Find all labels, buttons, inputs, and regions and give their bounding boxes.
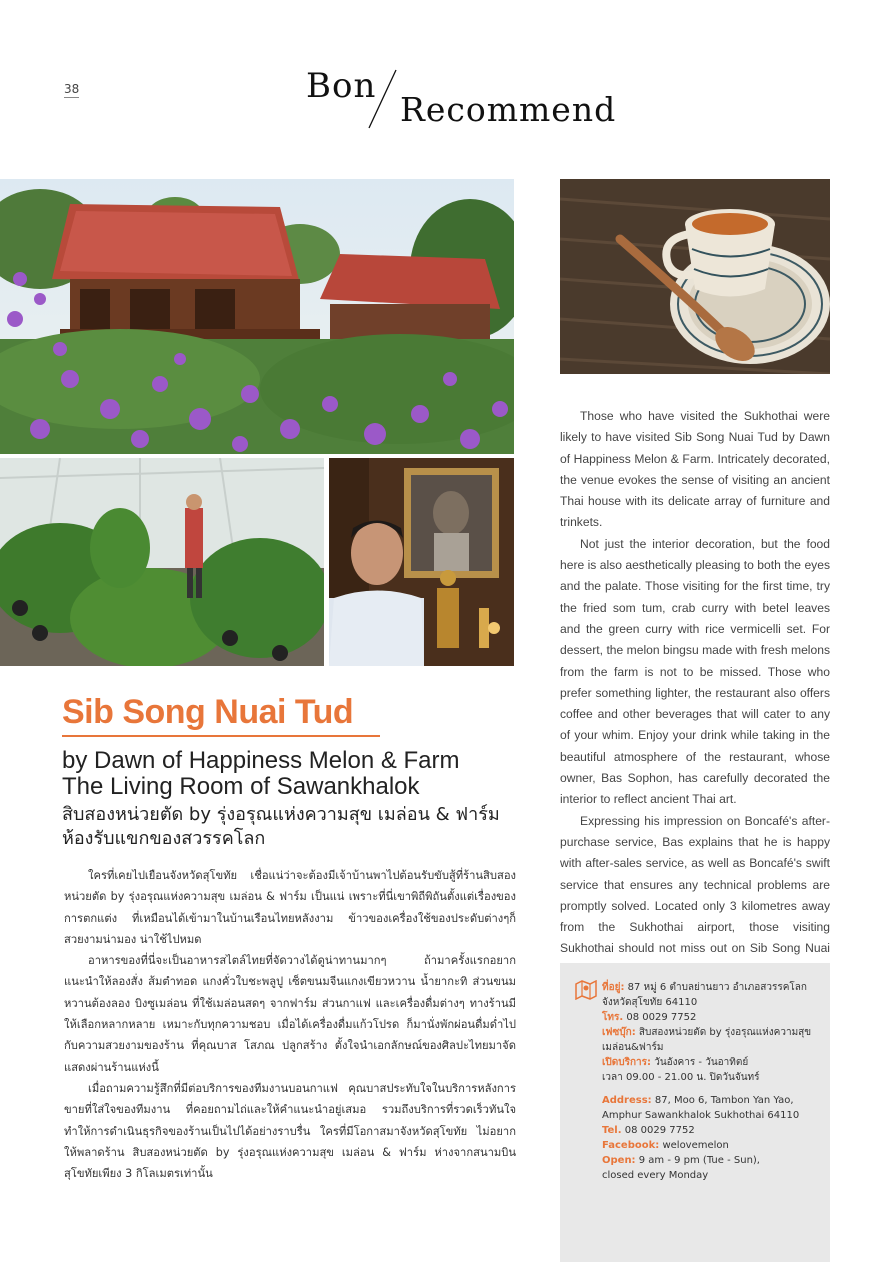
masthead-recommend: Recommend: [400, 90, 617, 129]
en-facebook-row: [602, 1138, 824, 1153]
th-phone-row: [602, 1010, 824, 1025]
photo-greenhouse: [0, 458, 324, 666]
thai-paragraph: ใครที่เคยไปเยือนจังหวัดสุโขทัย เชื่อแน่ว่าจะต้องมีเจ้าบ้านพาไปต้อนรับขับสู้ที่ร้านสิบสองหน่วยตัด by รุ่งอรุณแห่งความสุข เมล่อน & ฟาร์ม เป็นแน่ เพราะที่นี่เขาพิถีพิถันตั้งแต่เรื่องของการตกแต่ง ที่เหมือนได้เข้ามาในบ้านเรือนไทยหลังงาม ข้าวของเครื่องใช้ของประดับต่างๆก็สวยงามน่ามอง น่าใช้ไปหมด: [64, 869, 516, 946]
en-open-label: Open:: [602, 1155, 636, 1166]
th-address-value: 87 หมู่ 6 ตำบลย่านยาว อำเภอสวรรคโลก จังหวัดสุโขทัย 64110: [602, 982, 807, 1008]
en-facebook-value: welovemelon: [662, 1140, 729, 1151]
thai-article-body: [64, 865, 516, 1184]
english-paragraph: Not just the interior decoration, but the food here is also aesthetically pleasing to both the eyes and the palate. Those visiting for the first time, try the fried som tum, crab curry with betel leaves and the green curry with rice vermicelli set. For dessert, the melon bingsu made with fresh melons from the farm is not to be missed. Those who prefer something lighter, the restaurant also offers coffee and other beverages that will cater to any of your whim. Enjoy your drink while taking in the beautiful atmosphere of the restaurant, whose owner, Bas Sophon, has carefully decorated the interior to reflect ancient Thai art.: [560, 536, 830, 807]
subtitle-th-line1: สิบสองหน่วยตัด by รุ่งอรุณแห่งความสุข เมล่อน & ฟาร์ม: [62, 804, 500, 825]
masthead-slash: [366, 68, 398, 130]
th-address-label: ที่อยู่:: [602, 982, 625, 993]
en-phone-row: [602, 1123, 824, 1138]
en-closed: closed every Monday: [602, 1170, 709, 1181]
photo-thai-house-garden: [0, 179, 514, 454]
title-underline: [62, 735, 380, 737]
photo-coffee-cup: [560, 179, 830, 374]
en-address-label: Address:: [602, 1095, 652, 1106]
subtitle-th-line2: ห้องรับแขกของสวรรคโลก: [62, 828, 266, 849]
th-open-label: เปิดบริการ:: [602, 1057, 652, 1068]
thai-paragraph: อาหารของที่นี่จะเป็นอาหารสไตล์ไทยที่จัดวางได้ดูน่าทานมากๆ ถ้ามาครั้งแรกอยากแนะนำให้ลองสั่ง ส้มตำทอด แกงคั่วใบชะพลูปู เซ็ตขนมจีนแกงเขียวหวาน น้ำยากะทิ ส่วนขนมหวานต้องลอง บิงซูเมล่อน ที่ใช้เมล่อนสดๆ จากฟาร์ม ส่วนกาแฟ และเครื่องดื่มต่างๆ ทางร้านมีให้เลือกหลากหลาย เหมาะกับทุกความชอบ เมื่อได้เครื่องดื่มแก้วโปรด ก็มานั่งพักผ่อนดื่มด่ำไปกับความสวยงามของร้าน ที่คุณบาส โสภณ ปลูกสร้าง ตั้งใจนำเอกลักษณ์ของศิลปะไทยมาจัดแสดงผ่านร้านแห่งนี้: [64, 954, 516, 1074]
subtitle-en-line1: by Dawn of Happiness Melon & Farm: [62, 747, 460, 774]
th-phone-label: โทร.: [602, 1012, 624, 1023]
info-thai: [602, 980, 824, 1085]
masthead-bon: Bon: [306, 66, 377, 106]
info-english: [602, 1093, 824, 1183]
en-address-value: 87, Moo 6, Tambon Yan Yao, Amphur Sawankhalok Sukhothai 64110: [602, 1095, 800, 1121]
map-icon: [575, 980, 597, 1000]
th-phone-value: 08 0029 7752: [626, 1012, 697, 1023]
english-article-body: [560, 406, 830, 981]
article-title: Sib Song Nuai Tud: [62, 693, 354, 731]
en-open-row: [602, 1153, 824, 1168]
en-phone-value: 08 0029 7752: [624, 1125, 695, 1136]
page-number: 38: [64, 82, 80, 96]
english-paragraph: Those who have visited the Sukhothai were likely to have visited Sib Song Nuai Tud by Dawn of Happiness Melon & Farm. Intricately decorated, the venue evokes the sense of visiting an ancient Thai house with its delicate array of furniture and trinkets.: [560, 409, 830, 530]
subtitle-en-line2: The Living Room of Sawankhalok: [62, 773, 420, 800]
en-phone-label: Tel.: [602, 1125, 622, 1136]
photo-owner-portrait: [329, 458, 514, 666]
th-facebook-row: [602, 1025, 824, 1055]
th-facebook-label: เฟซบุ๊ก:: [602, 1027, 636, 1038]
th-hours: เวลา 09.00 - 21.00 น. ปิดวันจันทร์: [602, 1072, 760, 1083]
en-open-value: 9 am - 9 pm (Tue - Sun),: [638, 1155, 760, 1166]
en-address-row: [602, 1093, 824, 1123]
th-facebook-value: สิบสองหน่วยตัด by รุ่งอรุณแห่งความสุข เมล่อน&ฟาร์ม: [602, 1027, 812, 1053]
th-address-row: [602, 980, 824, 1010]
th-open-row: [602, 1055, 824, 1070]
en-facebook-label: Facebook:: [602, 1140, 660, 1151]
th-open-value: วันอังคาร - วันอาทิตย์: [654, 1057, 749, 1068]
english-paragraph: Expressing his impression on Boncafé's after-purchase service, Bas explains that he is happy with after-sales service, as well as Boncafé's swift service that ensures any technical problems are promptly solved. Located only 3 kilometres away from the Sukhothai airport, those visiting Sukhothai should not miss out on Sib Song Nuai: [560, 813, 830, 956]
thai-paragraph: เมื่อถามความรู้สึกที่มีต่อบริการของทีมงานบอนกาแฟ คุณบาสประทับใจในบริการหลังการขายที่ใส่ใจของทีมงาน ที่คอยถามไถ่และให้คำแนะนำอยู่เสมอ รวมถึงบริการที่รวดเร็วทันใจ ทำให้การดำเนินธุรกิจของร้านเป็นไปได้อย่างราบรื่น ใครที่มีโอกาสมาจังหวัดสุโขทัย ไม่อยากให้พลาดร้าน สิบสองหน่วยตัด by รุ่งอรุณแห่งความสุข เมล่อน & ฟาร์ม ห่างจากสนามบินสุโขทัยเพียง 3 กิโลเมตรเท่านั้น: [64, 1081, 516, 1181]
